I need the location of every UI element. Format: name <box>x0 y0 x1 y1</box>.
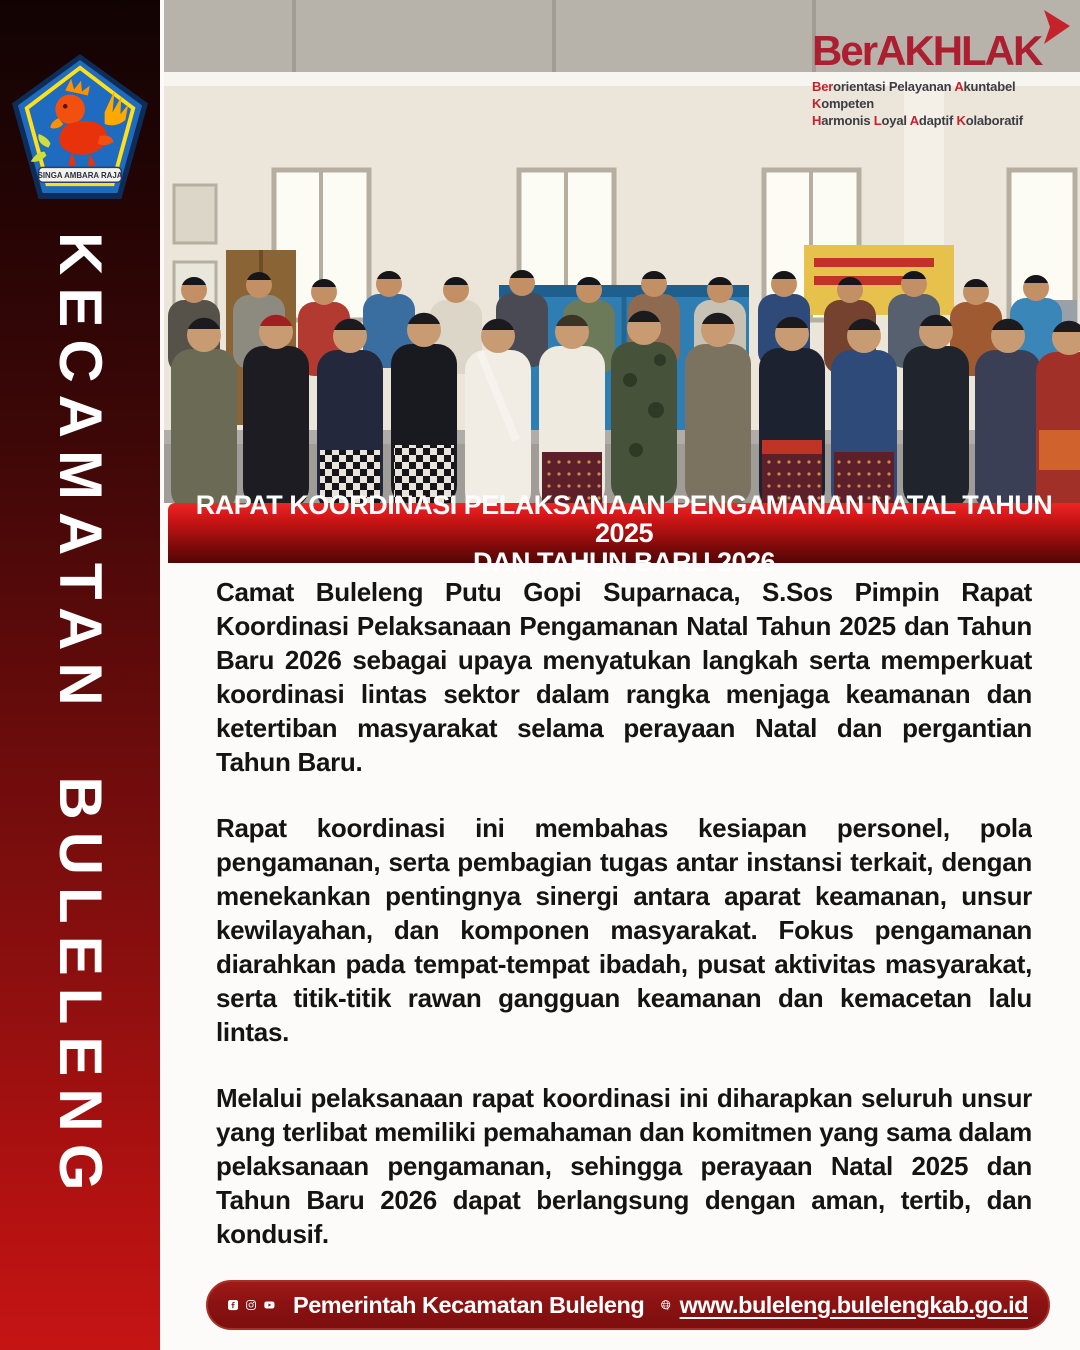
berakhlak-tagline-line1: Berorientasi Pelayanan Akuntabel Kompeten <box>812 79 1016 111</box>
buleleng-crest-logo <box>11 52 149 202</box>
instagram-icon[interactable] <box>246 1289 256 1321</box>
facebook-icon[interactable] <box>228 1289 238 1321</box>
berakhlak-tagline-line2: Harmonis Loyal Adaptif Kolaboratif <box>812 113 1023 128</box>
title-banner-line2: DAN TAHUN BARU 2026 <box>472 546 776 577</box>
youtube-icon[interactable] <box>264 1289 275 1321</box>
berakhlak-arrow-icon <box>1040 10 1074 46</box>
paragraph-2: Rapat koordinasi ini membahas kesiapan personel, pola pengamanan, serta pembagian tugas antar instansi terkait, dengan menekankan pentingnya sinergi antara aparat keamanan, unsur kewilayahan, dan komponen masyarakat. Fokus pengamanan diarahkan pada tempat-tempat ibadah, pusat aktivitas masyarakat, serta titik-titik rawan gangguan keamanan dan kemacetan lalu lintas. <box>216 813 1032 1047</box>
sidebar-vertical-title: KECAMATAN BULELENG <box>47 232 114 1203</box>
svg-text:SINGA AMBARA RAJA: SINGA AMBARA RAJA <box>37 171 123 181</box>
footer-org-name: Pemerintah Kecamatan Buleleng <box>293 1291 645 1318</box>
title-banner-line1: RAPAT KOORDINASI PELAKSANAAN PENGAMANAN NATAL TAHUN 2025 <box>195 489 1053 548</box>
title-banner <box>168 489 1080 577</box>
berakhlak-tagline <box>812 78 1070 129</box>
globe-icon <box>660 1287 671 1323</box>
meeting-photo <box>164 0 1080 503</box>
paragraph-1: Camat Buleleng Putu Gopi Suparnaca, S.Sos Pimpin Rapat Koordinasi Pelaksanaan Pengamanan Natal Tahun 2025 dan Tahun Baru 2026 sebagai upaya menyatukan langkah serta memperkuat koordinasi lintas sektor dalam rangka menjaga keamanan dan ketertiban masyarakat selama perayaan Natal dan pergantian Tahun Baru. <box>216 577 1032 777</box>
crest-scroll <box>38 167 123 182</box>
footer-bar <box>206 1280 1050 1330</box>
sidebar <box>0 0 160 1350</box>
article-body <box>216 575 1032 1265</box>
berakhlak-title: BerAKHLAK <box>812 30 1070 72</box>
paragraph-3: Melalui pelaksanaan rapat koordinasi ini diharapkan seluruh unsur yang terlibat memiliki pemahaman dan komitmen yang sama dalam pelaksanaan pengamanan, sehingga perayaan Natal 2025 dan Tahun Baru 2026 dapat berlangsung dengan aman, tertib, dan kondusif. <box>216 1083 1032 1249</box>
berakhlak-logo <box>812 27 1070 129</box>
footer-website-link[interactable]: www.buleleng.bulelengkab.go.id <box>679 1291 1028 1318</box>
